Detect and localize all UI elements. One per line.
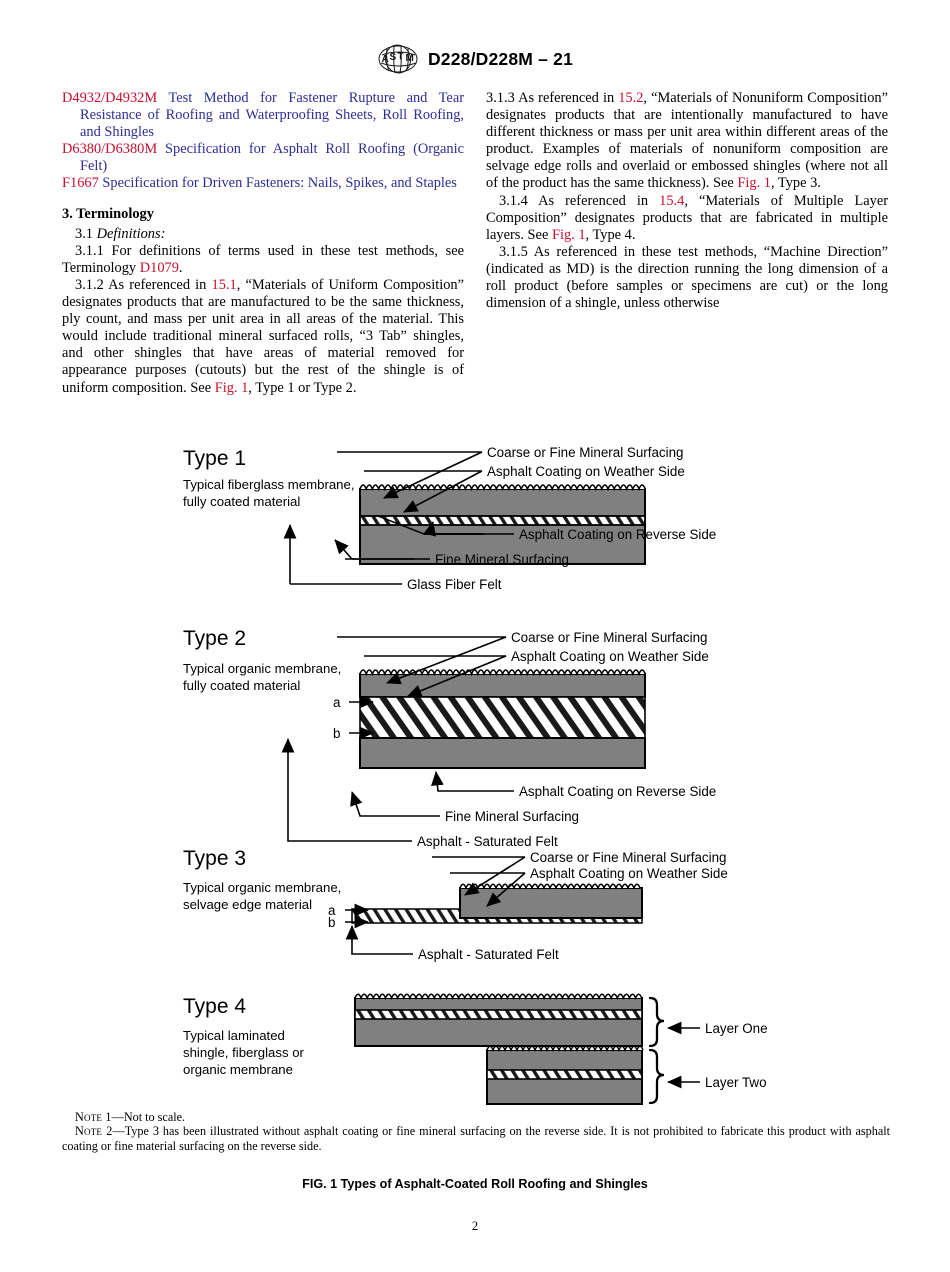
paragraph-text-mid: , “Materials of Multiple Layer Composition” designates products that are fabricated in multiple layers. See	[486, 192, 889, 243]
type-4-group	[183, 994, 768, 1104]
type-1-label-4: Glass Fiber Felt	[407, 577, 502, 592]
paragraph-text-tail: .	[178, 259, 183, 276]
type-4-description-line-2: shingle, fiberglass or	[183, 1045, 304, 1060]
astm-logo-icon	[377, 44, 419, 74]
type-3-slab	[352, 884, 642, 923]
note-1	[62, 1110, 890, 1124]
type-3-label-1: Asphalt Coating on Weather Side	[530, 866, 728, 881]
page-header	[0, 44, 950, 74]
type-4-title: Type 4	[183, 995, 247, 1018]
reference-entry	[62, 90, 464, 141]
right-column	[486, 90, 888, 312]
paragraph-text-mid: , “Materials of Nonuniform Composition” designates products that are intentionally manufactured to have different thickness or mass per unit area within different areas of the product. Examples of materials of nonuniform composition are selvage edge rolls and overlaid or embossed shingles (where not all of the product has the same thickness). See	[486, 90, 888, 192]
paragraph-text: As referenced in these test methods, “Machine Direction” (indicated as MD) is the direction running the long dimension of a roll product (before samples or specimens are cut) or the long dimension of a shingle, unless otherwise	[486, 243, 888, 312]
figure-caption: FIG. 1 Types of Asphalt-Coated Roll Roofing and Shingles	[302, 1177, 648, 1191]
reference-title[interactable]: Specification for Driven Fasteners: Nails, Spikes, and Staples	[102, 175, 457, 192]
type-2-label-4: Asphalt - Saturated Felt	[417, 834, 558, 849]
type-2-label-2: Asphalt Coating on Reverse Side	[519, 784, 717, 799]
paragraph-number: 3.1.3	[486, 90, 515, 106]
paragraph-text: As referenced in	[538, 192, 660, 209]
figure-svg	[0, 432, 950, 1122]
paragraph-3-1-2	[62, 277, 464, 397]
type-1-label-0: Coarse or Fine Mineral Surfacing	[487, 445, 684, 460]
reference-designation[interactable]: D4932/D4932M	[62, 90, 158, 106]
paragraph-text-mid: , “Materials of Uniform Composition” designates products that are manufactured to be the same thickness, ply count, and mass per unit area in all areas of the material. This would include traditional mineral surfaced rolls, “3 Tab” shingles, and other shingles that have areas of material removed for appearance purposes (cutouts) but the rest of the shingle is of uniform composition. See	[62, 276, 464, 396]
leader-arrow	[352, 926, 413, 954]
reference-entry	[62, 141, 464, 175]
note-2	[62, 1124, 890, 1153]
left-column	[62, 90, 464, 397]
type-4-description-line-1: Typical laminated	[183, 1028, 285, 1043]
type-3-label-2: Asphalt - Saturated Felt	[418, 947, 559, 962]
page-title: D228/D228M – 21	[427, 48, 574, 69]
brace-layer-one	[650, 998, 664, 1046]
cross-reference[interactable]: D1079	[139, 259, 179, 276]
definitions-title: Definitions:	[96, 225, 166, 242]
brace-layer-two	[650, 1050, 664, 1103]
svg-text:M: M	[405, 53, 414, 64]
figure-notes	[62, 1110, 890, 1153]
type-1-label-2: Asphalt Coating on Reverse Side	[519, 527, 717, 542]
type-3-marker-b: b	[328, 915, 336, 930]
granule-surface-icon	[360, 670, 645, 674]
type-4-description-line-3: organic membrane	[183, 1062, 293, 1077]
svg-text:T: T	[397, 51, 404, 63]
type-3-group	[183, 847, 728, 962]
type-2-label-3: Fine Mineral Surfacing	[445, 809, 579, 824]
paragraph-number: 3.1.4	[499, 192, 528, 209]
note-1-label: Note 1	[75, 1110, 112, 1124]
svg-text:S: S	[389, 52, 397, 63]
paragraph-3-1	[62, 226, 464, 243]
reference-title[interactable]: Test Method for Fastener Rupture and Tear Resistance of Roofing and Waterproofing Sheets, Roll Roofing, and Shingles	[80, 90, 465, 141]
svg-text:A: A	[381, 54, 389, 65]
paragraph-text: As referenced in	[108, 276, 212, 293]
type-2-slab	[360, 670, 645, 768]
cross-reference[interactable]: 15.1	[211, 276, 237, 293]
reference-entry	[62, 175, 464, 192]
cross-reference[interactable]: 15.2	[618, 90, 644, 106]
leader-arrow	[436, 772, 514, 791]
granule-surface-icon	[460, 884, 640, 888]
note-1-text: —Not to scale.	[111, 1110, 186, 1124]
type-2-title: Type 2	[183, 627, 247, 650]
paragraph-number: 3.1.2	[75, 276, 104, 293]
type-2-label-1: Asphalt Coating on Weather Side	[511, 649, 709, 664]
type-4-layer-two	[487, 1046, 643, 1104]
paragraph-text-tail: , Type 4.	[585, 226, 636, 243]
leader-arrow	[352, 792, 440, 816]
note-2-text: —Type 3 has been illustrated without asphalt coating or fine mineral surfacing on the reverse side. It is not prohibited to fabricate this product with asphalt coating or fine material surfacing on the reverse side.	[62, 1124, 890, 1153]
type-2-description-line-2: fully coated material	[183, 678, 301, 693]
cross-reference-figure[interactable]: Fig. 1	[737, 175, 771, 192]
cross-reference-figure[interactable]: Fig. 1	[551, 226, 586, 243]
type-1-group	[183, 445, 716, 592]
reference-designation[interactable]: F1667	[62, 175, 99, 192]
reference-designation[interactable]: D6380/D6380M	[62, 141, 158, 158]
paragraph-3-1-1	[62, 243, 464, 277]
paragraph-number: 3.1	[75, 225, 93, 242]
type-4-label-1: Layer Two	[705, 1075, 767, 1090]
paragraph-text: As referenced in	[518, 90, 619, 106]
type-1-description-line-1: Typical fiberglass membrane,	[183, 477, 355, 492]
type-2-marker-a: a	[333, 695, 341, 710]
cross-reference-figure[interactable]: Fig. 1	[214, 379, 249, 396]
paragraph-text-tail: , Type 3.	[770, 175, 821, 192]
section-heading-terminology: 3. Terminology	[62, 205, 154, 222]
type-2-marker-b: b	[333, 726, 341, 741]
figure-1-types-diagram	[0, 432, 950, 1122]
type-3-title: Type 3	[183, 847, 247, 870]
paragraph-text: For definitions of terms used in these test methods, see Terminology	[62, 242, 464, 276]
page-number: 2	[471, 1219, 479, 1233]
type-1-label-1: Asphalt Coating on Weather Side	[487, 464, 685, 479]
type-3-description-line-2: selvage edge material	[183, 897, 313, 912]
type-2-label-0: Coarse or Fine Mineral Surfacing	[511, 630, 708, 645]
paragraph-text-tail: , Type 1 or Type 2.	[248, 379, 357, 396]
reference-title[interactable]: Specification for Asphalt Roll Roofing (Organic Felt)	[80, 141, 464, 175]
paragraph-3-1-3	[486, 90, 888, 193]
type-1-description-line-2: fully coated material	[183, 494, 301, 509]
type-2-group	[183, 627, 716, 849]
glass-fiber-felt-stripe	[360, 516, 645, 525]
type-3-label-0: Coarse or Fine Mineral Surfacing	[530, 850, 727, 865]
type-2-description-line-1: Typical organic membrane,	[183, 661, 342, 676]
paragraph-number: 3.1.5	[499, 243, 528, 260]
type-4-label-0: Layer One	[705, 1021, 768, 1036]
type-1-title: Type 1	[183, 447, 247, 470]
saturated-felt-layer	[360, 697, 645, 738]
paragraph-3-1-4	[486, 193, 888, 244]
type-3-description-line-1: Typical organic membrane,	[183, 880, 342, 895]
note-2-label: Note 2	[75, 1124, 113, 1139]
granule-surface-icon	[355, 994, 642, 998]
cross-reference[interactable]: 15.4	[659, 192, 685, 209]
type-3-marker-a: a	[328, 903, 336, 918]
type-4-layer-one	[355, 994, 642, 1046]
paragraph-number: 3.1.1	[75, 242, 104, 259]
paragraph-3-1-5	[486, 244, 888, 312]
type-1-label-3: Fine Mineral Surfacing	[435, 552, 569, 567]
